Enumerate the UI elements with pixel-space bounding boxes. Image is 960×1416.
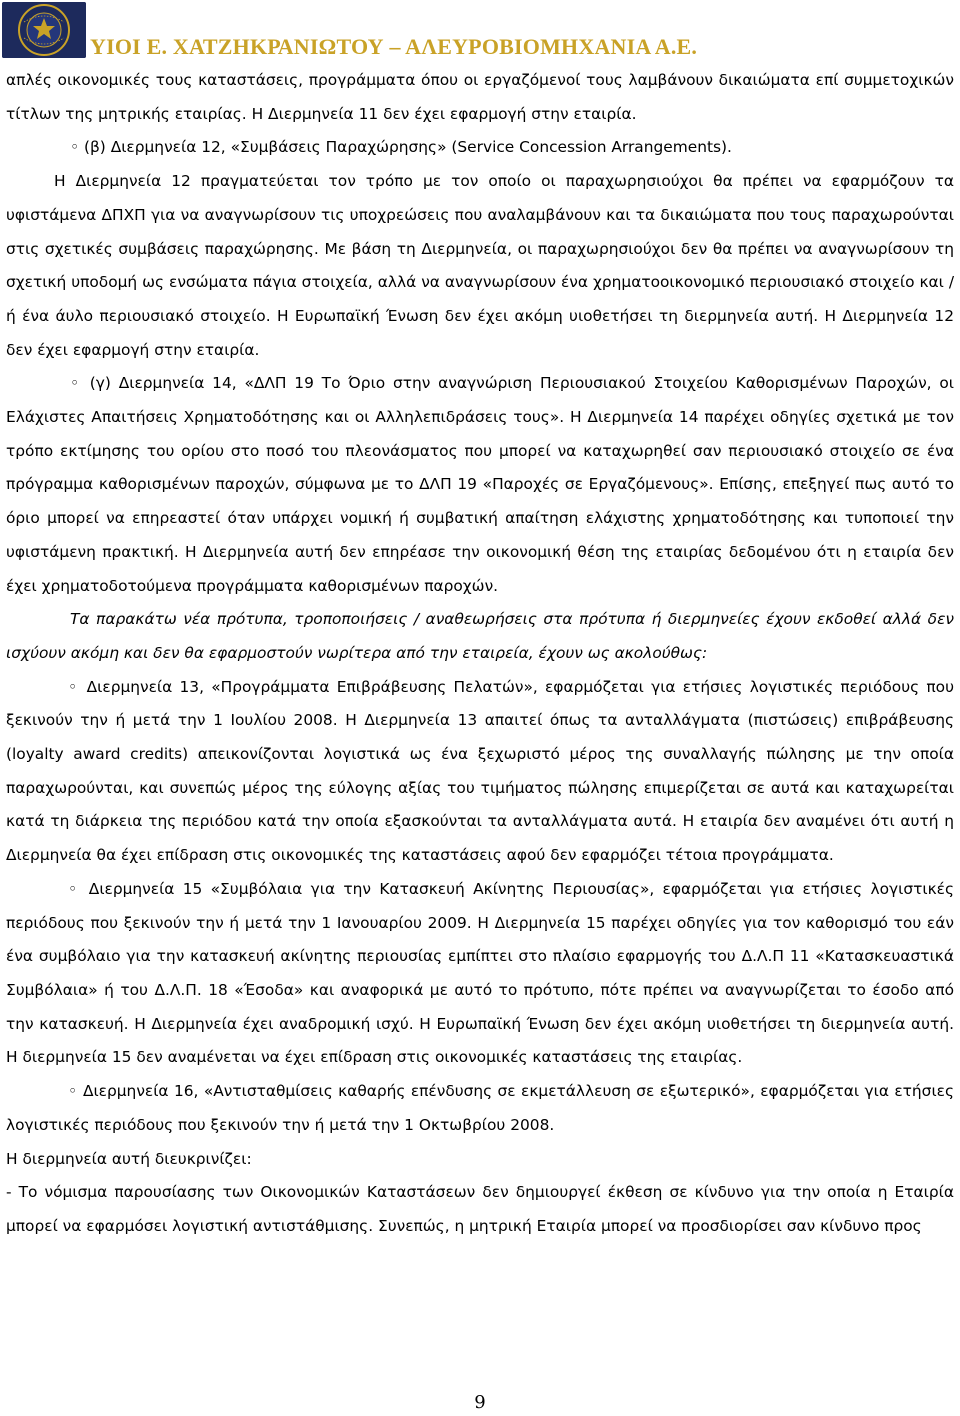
paragraph-clarification-intro: Η διερμηνεία αυτή διευκρινίζει:: [6, 1149, 252, 1168]
paragraph-continuation: απλές οικονομικές τους καταστάσεις, προγράμματα όπου οι εργαζόμενοί τους λαμβάνουν δικαιώματα επί συμμετοχικών τίτλων της μητρικής εταιρίας. Η Διερμηνεία 11 δεν έχει εφαρμογή στην εταιρία.: [6, 71, 954, 123]
page-header: [0, 0, 960, 60]
company-title: ΥΙΟΙ Ε. ΧΑΤΖΗΚΡΑΝΙΩΤΟΥ – ΑΛΕΥΡΟΒΙΟΜΗΧΑΝΙΑ Α.Ε.: [90, 34, 698, 59]
paragraph-clarification-item: - Το νόμισμα παρουσίασης των Οικονομικών Καταστάσεων δεν δημιουργεί έκθεση σε κίνδυνο για την οποία η Εταιρία μπορεί να εφαρμόσει λογιστική αντιστάθμισης. Συνεπώς, η μητρική Εταιρία μπορεί να προσδιορίσει σαν κίνδυνο προς: [6, 1183, 954, 1235]
list-item-interpretation-16: ◦ Διερμηνεία 16, «Αντισταθμίσεις καθαρής επένδυσης σε εκμετάλλευση σε εξωτερικό», εφαρμόζεται για ετήσιες λογιστικές περιόδους που ξεκινούν την ή μετά την 1 Οκτωβρίου 2008.: [6, 1082, 954, 1134]
list-item-interpretation-14: ◦ (γ) Διερμηνεία 14, «ΔΛΠ 19 Το Όριο στην αναγνώριση Περιουσιακού Στοιχείου Καθορισμένων Παροχών, οι Ελάχιστες Απαιτήσεις Χρηματοδότησης και οι Αλληλεπιδράσεις τους». Η Διερμηνεία 14 παρέχει οδηγίες σχετικά με τον τρόπο εκτίμησης του ορίου στο ποσό του πλεονάσματος που μπορεί να καταχωρηθεί σαν περιουσιακό στοιχείο σε ένα πρόγραμμα καθορισμένων παροχών, σύμφωνα με το ΔΛΠ 19 «Παροχές σε Εργαζόμενους». Επίσης, επεξηγεί πως αυτό το όριο μπορεί να επηρεαστεί όταν υπάρχει νομική ή συμβατική απαίτηση ελάχιστης χρηματοδότησης και τυποποιεί την υφιστάμενη πρακτική. Η Διερμηνεία αυτή δεν επηρέασε την οικονομική θέση της εταιρίας δεδομένου ότι η εταιρία δεν έχει χρηματοδοτούμενα προγράμματα καθορισμένων παροχών.: [6, 374, 954, 595]
page-number: 9: [474, 1392, 486, 1413]
list-item-interpretation-13: ◦ Διερμηνεία 13, «Προγράμματα Επιβράβευσης Πελατών», εφαρμόζεται για ετήσιες λογιστικές περιόδους που ξεκινούν την ή μετά την 1 Ιουλίου 2008. Η Διερμηνεία 13 απαιτεί όπως τα ανταλλάγματα (πιστώσεις) επιβράβευσης (loyalty award credits) απεικονίζονται λογιστικά ως ένα ξεχωριστό μέρος της συναλλαγής πώλησης με την οποία παραχωρούνται, και συνεπώς μέρος της εύλογης αξίας του τιμήματος πώλησης επιμερίζεται σε αυτά και καταχωρείται κατά τη διάρκεια της περιόδου κατά την οποία εξασκούνται τα ανταλλάγματα αυτά. Η εταιρία δεν αναμένει ότι αυτή η Διερμηνεία θα έχει επίδραση στις οικονομικές της καταστάσεις αφού δεν εφαρμόζει τέτοια προγράμματα.: [6, 677, 954, 865]
document-body: [6, 64, 954, 1244]
company-logo: [2, 2, 86, 58]
paragraph-interpretation-12: Η Διερμηνεία 12 πραγματεύεται τον τρόπο με τον οποίο οι παραχωρησιούχοι θα πρέπει να εφαρμόζουν τα υφιστάμενα ΔΠΧΠ για να αναγνωρίσουν τις υποχρεώσεις που αναλαμβάνουν και τα δικαιώματα που τους παραχωρούνται στις σχετικές συμβάσεις παραχώρησης. Με βάση τη Διερμηνεία, οι παραχωρησιούχοι δεν θα πρέπει να αναγνωρίσουν τη σχετική υποδομή ως ενσώματα πάγια στοιχεία, αλλά να αναγνωρίσουν ένα χρηματοοικονομικό περιουσιακό στοιχείο και / ή ένα άυλο περιουσιακό στοιχείο. Η Ευρωπαϊκή Ένωση δεν έχει ακόμη υιοθετήσει τη διερμηνεία αυτή. Η Διερμηνεία 12 δεν έχει εφαρμογή στην εταιρία.: [6, 172, 954, 359]
italic-intro-paragraph: Τα παρακάτω νέα πρότυπα, τροποποιήσεις / αναθεωρήσεις στα πρότυπα ή διερμηνείες έχουν εκδοθεί αλλά δεν ισχύουν ακόμη και δεν θα εφαρμοστούν νωρίτερα από την εταιρεία, έχουν ως ακολούθως:: [6, 610, 954, 662]
list-item-interpretation-15: ◦ Διερμηνεία 15 «Συμβόλαια για την Κατασκευή Ακίνητης Περιουσίας», εφαρμόζεται για ετήσιες λογιστικές περιόδους που ξεκινούν την ή μετά την 1 Ιανουαρίου 2009. Η Διερμηνεία 15 παρέχει οδηγίες για τον καθορισμό του εάν ένα συμβόλαιο για την κατασκευή ακίνητης περιουσίας εμπίπτει στο πλαίσιο εφαρμογής του Δ.Λ.Π 11 «Κατασκευαστικά Συμβόλαια» ή του Δ.Λ.Π. 18 «Έσοδα» και αναφορικά με αυτό το πρότυπο, πότε πρέπει να αναγνωρίζεται το έσοδο από την κατασκευή. Η Διερμηνεία έχει αναδρομική ισχύ. Η Ευρωπαϊκή Ένωση δεν έχει ακόμη υιοθετήσει τη διερμηνεία αυτή. Η διερμηνεία 15 δεν αναμένεται να έχει επίδραση στις οικονομικές καταστάσεις της εταιρίας.: [6, 879, 954, 1067]
logo-emblem-icon: [2, 2, 86, 58]
list-item-interpretation-12: ◦ (β) Διερμηνεία 12, «Συμβάσεις Παραχώρησης» (Service Concession Arrangements).: [70, 138, 732, 157]
